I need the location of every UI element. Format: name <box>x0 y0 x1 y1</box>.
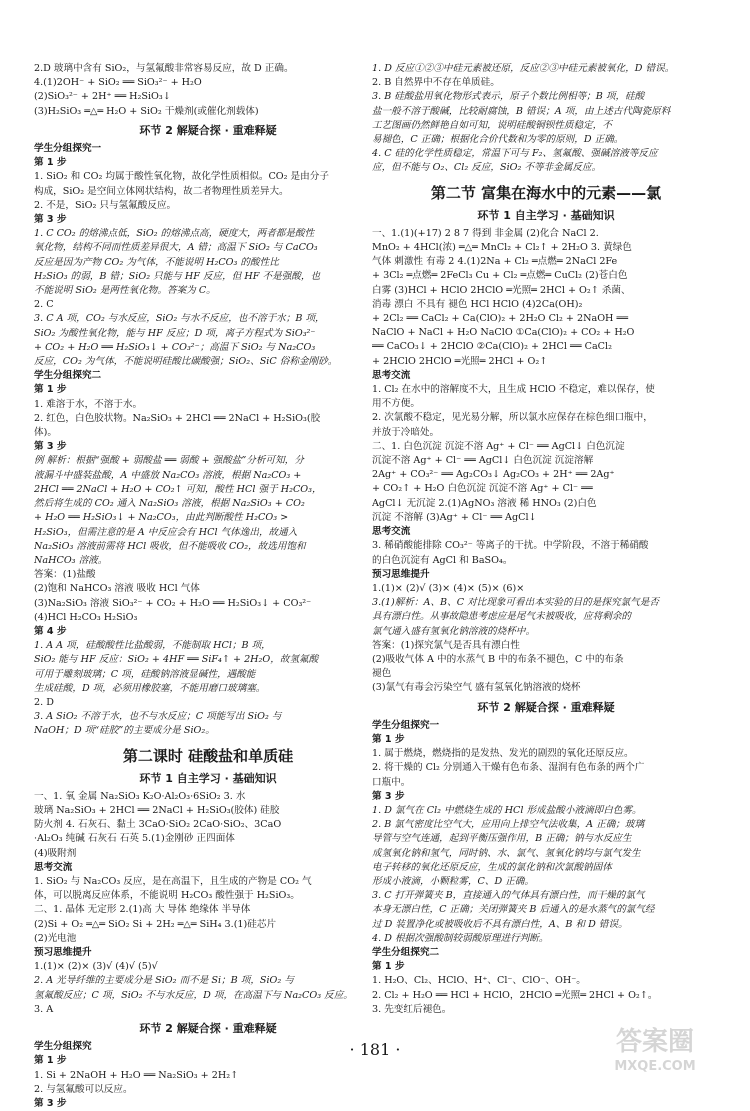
answer-line: 1.(1)× (2)√ (3)× (4)× (5)× (6)× <box>372 582 525 594</box>
subheading: 学生分组探究二 <box>34 370 102 382</box>
answer-line: 反应是因为产物 CO₂ 为气体，不能说明 H₂CO₃ 的酸性比 <box>34 256 279 268</box>
subheading: 第 3 步 <box>34 214 67 226</box>
subheading: 第 1 步 <box>34 384 67 396</box>
answer-line: 防火剂 4. 石灰石、黏土 3CaO·SiO₂ 2CaO·SiO₂、3CaO <box>34 819 282 831</box>
answer-line: NaOH；D 项“硅胶”的主要成分是 SiO₂。 <box>34 725 215 737</box>
answer-line: 本身无漂白性，C 正确；关闭弹簧夹 B 后通入的是水蒸气的氯气经 <box>372 904 655 916</box>
answer-line: AgCl↓ 无沉淀 2.(1)AgNO₃ 溶液 稀 HNO₃ (2)白色 <box>372 497 597 509</box>
subheading: 第 3 步 <box>34 1098 67 1110</box>
answer-line: 反应，CO₂ 为气体，不能说明硅酸比碳酸强；SiO₂、SiC 俗称金刚砂。 <box>34 356 338 368</box>
answer-line: 3. C 打开弹簧夹 B，直接通入的气体具有漂白性，而干燥的氯气 <box>372 890 645 902</box>
answer-line: SiO₂ 为酸性氧化物，能与 HF 反应；D 项，离子方程式为 SiO₃²⁻ <box>34 327 316 339</box>
answer-line: 生成硅酸，D 项，必须用橡胶塞，不能用磨口玻璃塞。 <box>34 682 266 694</box>
answer-line: 4. C 硅的化学性质稳定，常温下可与 F₂、氢氟酸、强碱溶液等反应 <box>372 148 658 160</box>
subheading: 第 1 步 <box>34 1055 67 1067</box>
subheading: 第 1 步 <box>34 157 67 169</box>
answer-line: 过 D 装置净化或被吸收后不具有漂白性，A、B 和 D 错误。 <box>372 918 628 930</box>
answer-line: 2. A 光导纤维的主要成分是 SiO₂ 而不是 Si；B 项，SiO₂ 与 <box>34 975 294 987</box>
answer-line: 一、1.(1)(+17) 2 8 7 得到 非金属 (2)化合 NaCl 2. <box>372 227 599 239</box>
chapter-title: 第二课时 硅酸盐和单质硅 <box>122 746 294 765</box>
section-heading: 环节 1 自主学习 · 基础知识 <box>139 771 277 785</box>
answer-line: 玻璃 Na₂SiO₃ + 2HCl ══ 2NaCl + H₂SiO₃(胶体) 硅胶 <box>34 804 280 816</box>
answer-line: 1. 难溶于水，不溶于水。 <box>34 398 143 410</box>
answer-line: 体)。 <box>34 427 57 439</box>
subheading: 预习思维提升 <box>372 568 430 580</box>
answer-line: (2)饱和 NaHCO₃ 溶液 吸收 HCl 气体 <box>34 583 200 595</box>
subheading: 学生分组探究 <box>34 1041 92 1053</box>
answer-line: 气体 刺激性 有毒 2 4.(1)2Na + Cl₂ ═点燃═ 2NaCl 2Fe <box>372 256 618 268</box>
answer-line: 1. D 反应①②③中硅元素被还原，反应②③中硅元素被氧化，D 错误。 <box>372 63 675 74</box>
answer-line: 1.(1)× (2)× (3)√ (4)√ (5)√ <box>34 961 158 973</box>
left-column <box>34 62 382 1111</box>
subheading: 思考交流 <box>372 369 411 381</box>
answer-line: 3.(1)解析：A、B、C 对比现象可看出本实验的目的是探究氯气是否 <box>372 597 659 609</box>
watermark-line2: MXQE.COM <box>614 1059 696 1074</box>
answer-line: ══ CaCO₃↓ + 2HClO ②Ca(ClO)₂ + 2HCl ══ CaCl₂ <box>372 341 612 353</box>
subheading: 第 1 步 <box>372 961 405 973</box>
answer-line: 工艺图画仍然鲜艳自如可知，说明硅酸铜钡性质稳定，不 <box>372 119 612 131</box>
answer-line: 1. A A 项，硅酸酸性比盐酸弱，不能制取 HCl；B 项， <box>34 640 271 652</box>
answer-line: 不能说明 SiO₂ 是两性氧化物。答案为 C。 <box>34 285 216 297</box>
answer-line: 盐一般不溶于酸碱，比较耐腐蚀，B 错误；A 项，由上述古代陶瓷原料 <box>372 105 671 117</box>
answer-line: 2.D 玻璃中含有 SiO₂，与氢氟酸非常容易反应，故 D 正确。 <box>34 63 294 74</box>
answer-line: 导管与空气连通，起到平衡压强作用，B 正确；钠与水反应生 <box>372 833 632 845</box>
answer-line: (2)吸收气体 A 中的水蒸气 B 中的布条不褪色，C 中的布条 <box>372 653 624 665</box>
answer-line: 答案：(1)探究氯气是否具有漂白性 <box>372 639 520 651</box>
answer-line: 体，可以脱离反应体系，不能说明 H₂CO₃ 酸性强于 H₂SiO₃。 <box>34 890 300 902</box>
answer-line: 2. Cl₂ + H₂O ══ HCl + HClO，2HClO ═光照═ 2HCl + O₂↑。 <box>372 989 658 1001</box>
answer-line: 并放于冷暗处。 <box>372 426 440 438</box>
answer-line: 消毒 漂白 不具有 褪色 HCl HClO (4)2Ca(OH)₂ <box>372 298 583 310</box>
answer-line: 例 解析：根据“强酸 + 弱酸盐 ══ 弱酸 + 强酸盐”分析可知，分 <box>34 455 304 467</box>
answer-line: 二、1. 白色沉淀 沉淀不溶 Ag⁺ + Cl⁻ ══ AgCl↓ 白色沉淀 <box>372 440 625 452</box>
answer-line: 3. C A 项，CO₂ 与水反应，SiO₂ 与水不反应，也不溶于水；B 项， <box>34 313 325 325</box>
answer-line: + 3Cl₂ ═点燃═ 2FeCl₃ Cu + Cl₂ ═点燃═ CuCl₂ (2)苍白色 <box>372 270 628 282</box>
answer-line: 2. 将干燥的 Cl₂ 分别通入干燥有色布条、湿润有色布条的两个广 <box>372 762 645 774</box>
watermark-line1: 答案圈 <box>615 1027 695 1057</box>
answer-line: 3. 稀硝酸能排除 CO₃²⁻ 等离子的干扰。中学阶段，不溶于稀硝酸 <box>372 540 649 552</box>
subheading: 思考交流 <box>34 861 73 873</box>
answer-line: 构成，SiO₂ 是空间立体网状结构，故二者物理性质差异大。 <box>34 185 289 197</box>
answer-line: (4)HCl H₂CO₃ H₂SiO₃ <box>34 611 138 623</box>
answer-line: 然后将生成的 CO₂ 通入 Na₂SiO₃ 溶液，根据 Na₂SiO₃ + CO₂ <box>34 498 305 510</box>
section-heading: 环节 2 解疑合探 · 重难释疑 <box>139 1022 277 1035</box>
answer-line: 液漏斗中盛装盐酸，A 中盛放 Na₂CO₃ 溶液，根据 Na₂CO₃ + <box>34 469 302 481</box>
answer-line: + 2HClO 2HClO ═光照═ 2HCl + O₂↑ <box>372 355 548 367</box>
section-heading: 环节 2 解疑合探 · 重难释疑 <box>139 123 277 137</box>
answer-line: 3. A SiO₂ 不溶于水，也不与水反应；C 项能写出 SiO₂ 与 <box>34 711 282 723</box>
answer-line: (2)光电池 <box>34 932 77 944</box>
chapter-title: 第二节 富集在海水中的元素——氯 <box>430 183 662 202</box>
subheading: 学生分组探究二 <box>372 946 440 958</box>
answer-line: 1. C CO₂ 的熔沸点低，SiO₂ 的熔沸点高，硬度大，两者都是酸性 <box>34 228 315 240</box>
answer-line: ·Al₂O₃ 纯碱 石灰石 石英 5.(1)金刚砂 正四面体 <box>34 833 235 845</box>
answer-line: 二、1. 晶体 无定形 2.(1)高 大 导体 绝缘体 半导体 <box>34 904 251 916</box>
page-number: · 181 · <box>349 1040 401 1059</box>
answer-line: 1. Cl₂ 在水中的溶解度不大，且生成 HClO 不稳定，难以保存，使 <box>372 384 655 396</box>
answer-line: 2. 不是，SiO₂ 只与氢氟酸反应。 <box>34 199 177 211</box>
answer-line: + CO₂↑ + H₂O 白色沉淀 沉淀不溶 Ag⁺ + Cl⁻ ══ <box>372 483 593 495</box>
answer-line: (2)SiO₃²⁻ + 2H⁺ ══ H₂SiO₃↓ <box>34 91 171 103</box>
answer-line: 成氢氧化钠和氢气，同时钠、水、氯气、氢氧化钠均与氯气发生 <box>372 847 641 859</box>
answer-line: 4. D 根据次强酸制较弱酸原理进行判断。 <box>372 932 549 944</box>
watermark-icon <box>580 1018 730 1078</box>
answer-line: Na₂SiO₃ 溶液前需将 HCl 吸收，但不能吸收 CO₂，故选用饱和 <box>34 540 306 552</box>
answer-line: 沉淀不溶 Ag⁺ + Cl⁻ ══ AgCl↓ 白色沉淀 沉淀溶解 <box>372 455 594 467</box>
answer-line: 形成小液滴，小颗粒雾，C、D 正确。 <box>372 875 534 887</box>
answer-line: 可用于雕刻玻璃；C 项，硅酸钠溶液显碱性，遇酸能 <box>34 668 256 680</box>
answer-line: 用不方便。 <box>372 398 420 410</box>
answer-line: 具有漂白性。从事故隐患考虑应是尾气未被吸收，应将剩余的 <box>372 611 632 623</box>
answer-line: 1. H₂O、Cl₂、HClO、H⁺、Cl⁻、ClO⁻、OH⁻。 <box>372 975 586 987</box>
subheading: 第 3 步 <box>34 441 67 453</box>
answer-line: 2HCl ══ 2NaCl + H₂O + CO₂↑ 可知，酸性 HCl 强于 H₂CO₃， <box>34 483 322 495</box>
answer-line: (3)氯气有毒会污染空气 盛有氢氧化钠溶液的烧杯 <box>372 682 581 694</box>
answer-line: 3. B 硅酸盐用氧化物形式表示，原子个数比例相等；B 项，硅酸 <box>372 91 645 103</box>
subheading: 预习思维提升 <box>34 946 92 958</box>
answer-line: 电子转移的氧化还原反应，生成的氯化钠和次氯酸钠固体 <box>372 861 612 873</box>
answer-line: 2. C <box>34 299 54 311</box>
answer-line: + H₂O ══ H₂SiO₃↓ + Na₂CO₃，由此判断酸性 H₂CO₃ > <box>34 512 289 524</box>
answer-line: (4)吸附剂 <box>34 847 77 859</box>
answer-line: SiO₂ 能与 HF 反应：SiO₂ + 4HF ══ SiF₄↑ + 2H₂O，故氢氟酸 <box>34 654 319 666</box>
watermark-logo <box>580 1018 730 1078</box>
answer-line: + 2Cl₂ ══ CaCl₂ + Ca(ClO)₂ + 2H₂O Cl₂ + 2NaOH ══ <box>372 313 629 325</box>
subheading: 第 3 步 <box>372 790 405 802</box>
subheading: 学生分组探究一 <box>34 143 102 155</box>
answer-line: NaHCO₃ 溶液。 <box>34 554 108 566</box>
section-heading: 环节 1 自主学习 · 基础知识 <box>477 208 615 222</box>
section-heading: 环节 2 解疑合探 · 重难释疑 <box>477 700 615 714</box>
answer-line: + CO₂ + H₂O ══ H₂SiO₃↓ + CO₃²⁻；高温下 SiO₂ 与 Na₂CO₃ <box>34 341 316 353</box>
subheading: 思考交流 <box>372 526 411 538</box>
answer-line: 1. SiO₂ 与 Na₂CO₃ 反应，是在高温下，且生成的产物是 CO₂ 气 <box>34 875 312 887</box>
answer-line: 沉淀 不溶解 (3)Ag⁺ + Cl⁻ ══ AgCl↓ <box>372 511 537 523</box>
answer-line: 应，但不能与 O₂、Cl₂ 反应，SiO₂ 不等非金属反应。 <box>372 162 602 174</box>
answer-line: 2. B 自然界中不存在单质硅。 <box>372 77 500 89</box>
answer-line: 一、1. 氧 金属 Na₂SiO₃ K₂O·Al₂O₃·6SiO₂ 3. 水 <box>34 790 246 802</box>
answer-line: 2. D <box>34 696 54 708</box>
answer-line: (3)H₂SiO₃ ═△═ H₂O + SiO₂ 干燥剂(或催化剂载体) <box>34 105 259 117</box>
answer-line: NaClO + NaCl + H₂O NaClO ①Ca(ClO)₂ + CO₂ + H₂O <box>372 327 635 339</box>
answer-line: 答案：(1)盐酸 <box>34 569 96 581</box>
answer-line: 氢氟酸反应；C 项，SiO₂ 不与水反应，D 项，在高温下与 Na₂CO₃ 反应。 <box>34 989 353 1001</box>
answer-line: 口瓶中。 <box>372 776 411 788</box>
answer-line: 4.(1)2OH⁻ + SiO₂ ══ SiO₃²⁻ + H₂O <box>34 77 202 89</box>
answer-line: 2Ag⁺ + CO₃²⁻ ══ Ag₂CO₃↓ Ag₂CO₃ + 2H⁺ ══ 2Ag⁺ <box>372 469 615 481</box>
subheading: 学生分组探究一 <box>372 719 440 731</box>
answer-line: 1. SiO₂ 和 CO₂ 均属于酸性氧化物，故化学性质相似。CO₂ 是由分子 <box>34 171 329 183</box>
answer-line: 2. 红色，白色胶状物。Na₂SiO₃ + 2HCl ══ 2NaCl + H₂SiO₃(胶 <box>34 412 321 424</box>
answer-line: 2. 与氢氟酸可以反应。 <box>34 1083 133 1095</box>
answer-line: (3)Na₂SiO₃ 溶液 SiO₃²⁻ + CO₂ + H₂O ══ H₂SiO₃↓ + CO₃²⁻ <box>34 597 312 609</box>
answer-line: 1. D 氯气在 Cl₂ 中燃烧生成的 HCl 形成盐酸小液滴即白色雾。 <box>372 804 642 816</box>
answer-line: 的白色沉淀有 AgCl 和 BaSO₄。 <box>372 554 513 566</box>
answer-line: 3. A <box>34 1003 54 1015</box>
answer-line: H₂SiO₃，但需注意的是 A 中反应会有 HCl 气体逸出，故通入 <box>34 526 298 538</box>
answer-line: 氧化物，结构不同而性质差异很大，A 错；高温下 SiO₂ 与 CaCO₃ <box>34 242 318 254</box>
answer-line: 1. 属于燃烧，燃烧指的是发热、发光的剧烈的氧化还原反应。 <box>372 748 634 760</box>
answer-line: H₂SiO₃ 的弱，B 错；SiO₂ 只能与 HF 反应，但 HF 不是强酸，也 <box>34 270 321 282</box>
answer-line: 2. B 氯气密度比空气大，应用向上排空气法收集，A 正确；玻璃 <box>372 819 645 831</box>
answer-line: 白雾 (3)HCl + HClO 2HClO ═光照═ 2HCl + O₂↑ 杀菌、 <box>372 284 631 296</box>
subheading: 第 4 步 <box>34 625 67 637</box>
answer-line: (2)Si + O₂ ═△═ SiO₂ Si + 2H₂ ═△═ SiH₄ 3.(1)硅芯片 <box>34 918 277 930</box>
right-column <box>372 62 720 1017</box>
answer-line: 易褪色，C 正确；根据化合价代数和为零的原则，D 正确。 <box>372 134 624 146</box>
answer-line: MnO₂ + 4HCl(浓) ═△═ MnCl₂ + Cl₂↑ + 2H₂O 3. 黄绿色 <box>372 242 632 254</box>
subheading: 第 1 步 <box>372 733 405 745</box>
answer-line: 1. Si + 2NaOH + H₂O ══ Na₂SiO₃ + 2H₂↑ <box>34 1069 239 1081</box>
answer-line: 褪色 <box>372 668 392 680</box>
answer-line: 2. 次氯酸不稳定，见光易分解，所以氯水应保存在棕色细口瓶中， <box>372 412 653 424</box>
answer-line: 3. 先变红后褪色。 <box>372 1003 452 1015</box>
answer-line: 氯气通入盛有氢氧化钠溶液的烧杯中。 <box>372 625 536 637</box>
